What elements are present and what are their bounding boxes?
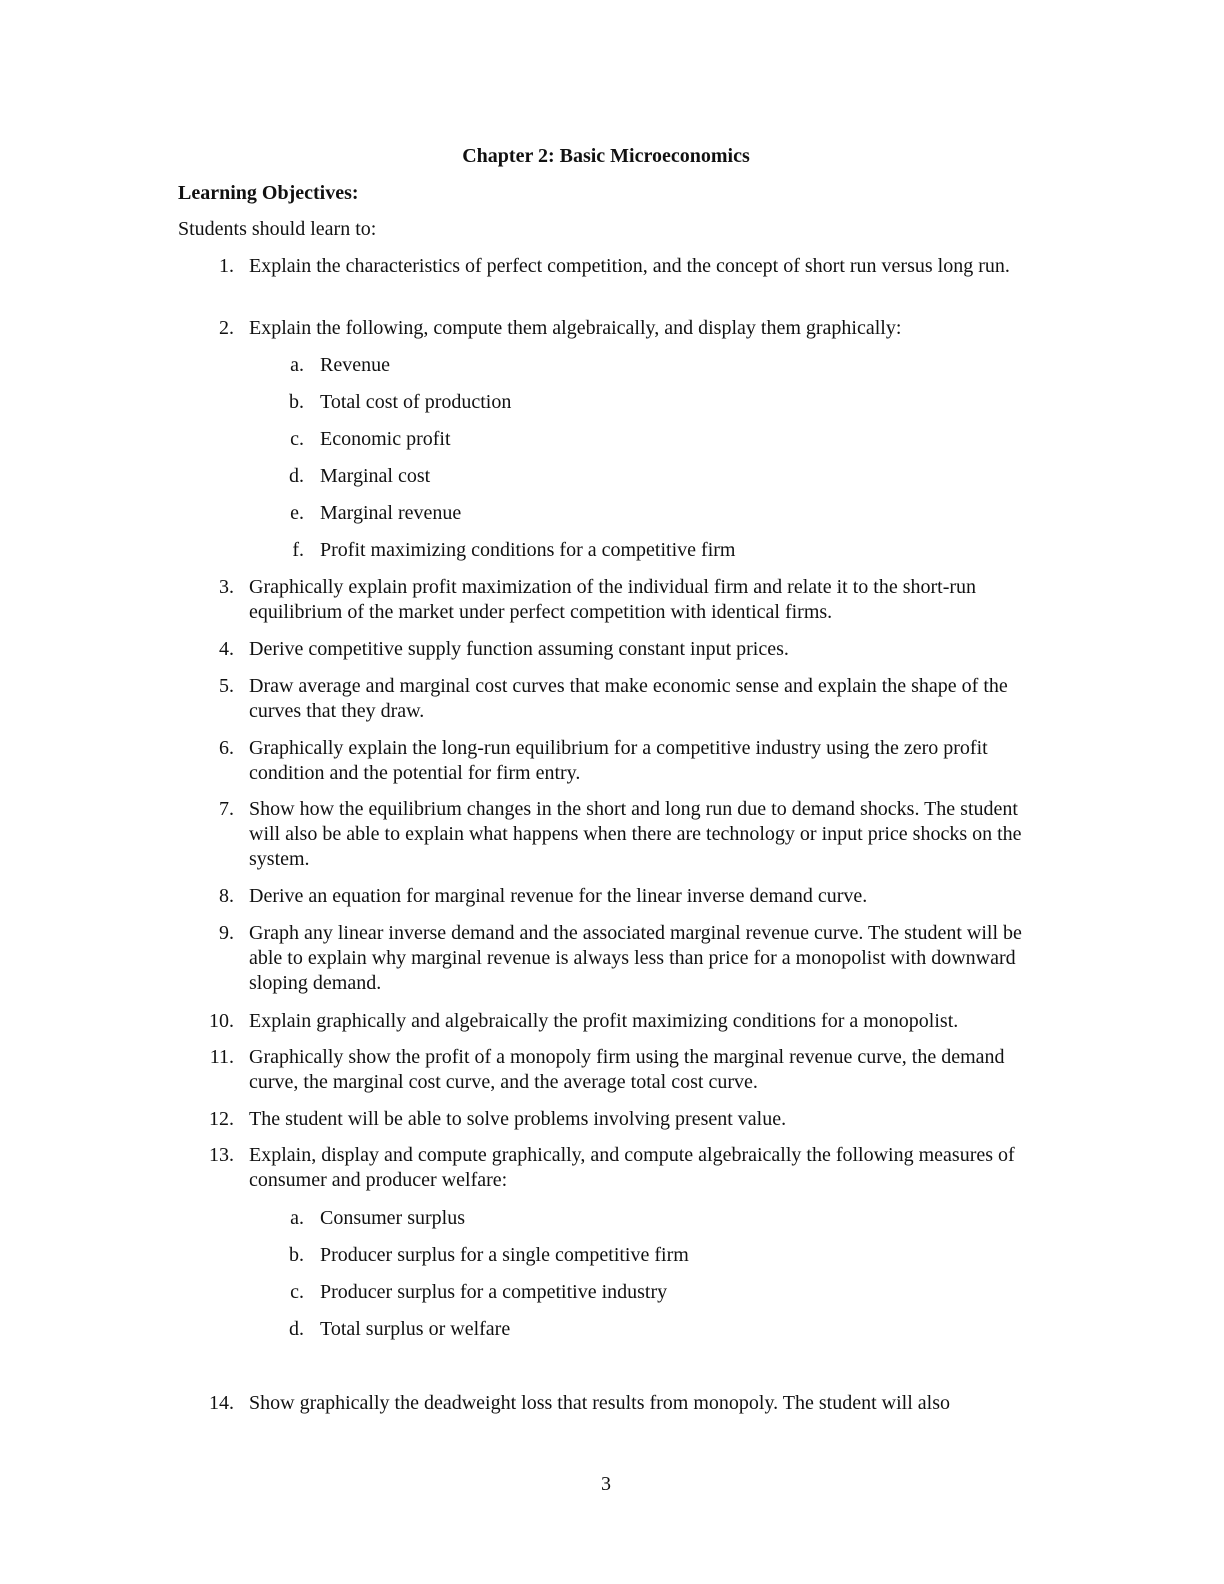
item-text: Show how the equilibrium changes in the short and long run due to demand shocks. The student will also be able to explain what happens when there are technology or input price shocks on the system.	[249, 798, 1022, 870]
item-letter: a.	[290, 354, 304, 376]
item-text: Consumer surplus	[320, 1207, 465, 1229]
item-text: Derive competitive supply function assuming constant input prices.	[249, 638, 789, 660]
intro-text: Students should learn to:	[178, 218, 377, 240]
section-heading: Learning Objectives:	[178, 182, 359, 204]
item-text: Explain, display and compute graphically, and compute algebraically the following measures of consumer and producer welfare:	[249, 1144, 1015, 1191]
item-text: Explain graphically and algebraically the profit maximizing conditions for a monopolist.	[249, 1010, 959, 1032]
item-text: Producer surplus for a competitive industry	[320, 1281, 668, 1303]
item-text: Explain the characteristics of perfect competition, and the concept of short run versus long run.	[249, 255, 1010, 277]
item-number: 2.	[219, 317, 234, 339]
item-number: 5.	[219, 675, 234, 697]
item-text: Show graphically the deadweight loss that results from monopoly. The student will also	[249, 1392, 951, 1414]
item-number: 1.	[219, 255, 234, 277]
item-letter: f.	[292, 539, 304, 561]
item-number: 6.	[219, 737, 234, 759]
item-letter: e.	[290, 502, 304, 524]
item-number: 9.	[219, 922, 234, 944]
item-letter: d.	[289, 465, 304, 487]
item-number: 10.	[209, 1010, 234, 1032]
item-letter: b.	[289, 391, 304, 413]
item-text: Graphically explain profit maximization of the individual firm and relate it to the short-run equilibrium of the market under perfect competition with identical firms.	[249, 576, 977, 623]
item-text: Total cost of production	[320, 391, 512, 413]
item-number: 7.	[219, 798, 234, 820]
item-text: Marginal revenue	[320, 502, 462, 524]
item-letter: b.	[289, 1244, 304, 1266]
item-number: 4.	[219, 638, 234, 660]
item-number: 3.	[219, 576, 234, 598]
item-letter: d.	[289, 1318, 304, 1340]
item-number: 11.	[209, 1046, 234, 1068]
item-text: The student will be able to solve problems involving present value.	[249, 1108, 787, 1130]
item-text: Profit maximizing conditions for a competitive firm	[320, 539, 736, 561]
item-letter: c.	[290, 428, 304, 450]
item-text: Economic profit	[320, 428, 451, 450]
item-text: Derive an equation for marginal revenue for the linear inverse demand curve.	[249, 885, 868, 907]
item-letter: a.	[290, 1207, 304, 1229]
item-text: Graphically explain the long-run equilibrium for a competitive industry using the zero profit condition and the potential for firm entry.	[249, 737, 988, 784]
item-number: 12.	[209, 1108, 234, 1130]
item-text: Producer surplus for a single competitive firm	[320, 1244, 689, 1266]
item-number: 8.	[219, 885, 234, 907]
item-text: Draw average and marginal cost curves that make economic sense and explain the shape of the curves that they draw.	[249, 675, 1008, 722]
item-number: 14.	[209, 1392, 234, 1414]
item-text: Marginal cost	[320, 465, 431, 487]
chapter-title: Chapter 2: Basic Microeconomics	[462, 145, 750, 167]
item-text: Explain the following, compute them algebraically, and display them graphically:	[249, 317, 902, 339]
item-text: Total surplus or welfare	[320, 1318, 511, 1340]
item-number: 13.	[209, 1144, 234, 1166]
page-number: 3	[601, 1473, 611, 1495]
item-text: Revenue	[320, 354, 390, 376]
item-text: Graph any linear inverse demand and the associated marginal revenue curve. The student will be able to explain why marginal revenue is always less than price for a monopolist with downward sloping demand.	[249, 922, 1022, 994]
item-text: Graphically show the profit of a monopoly firm using the marginal revenue curve, the demand curve, the marginal cost curve, and the average total cost curve.	[249, 1046, 1005, 1093]
item-letter: c.	[290, 1281, 304, 1303]
